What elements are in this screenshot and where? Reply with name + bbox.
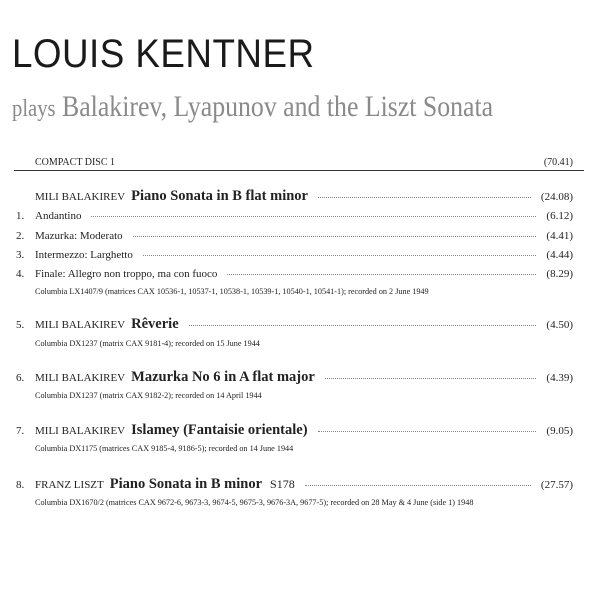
track-row — [16, 369, 573, 386]
composer: MILI BALAKIREV — [35, 191, 126, 203]
disc-label: COMPACT DISC 1 — [35, 157, 116, 168]
movement-title: Mazurka: Moderato — [35, 230, 123, 242]
disc-header — [35, 157, 573, 168]
duration: (9.05) — [546, 425, 573, 437]
track-row — [16, 188, 573, 205]
composer: MILI BALAKIREV — [35, 372, 126, 384]
track-number: 5. — [16, 319, 25, 331]
movement-row — [16, 249, 573, 261]
movement-row — [16, 230, 573, 242]
dot-leader — [133, 235, 537, 237]
track-number: 4. — [16, 268, 25, 280]
dot-leader — [227, 273, 536, 275]
recording-note: Columbia DX1237 (matrix CAX 9181-4); recorded on 15 June 1944 — [35, 339, 260, 348]
duration: (27.57) — [540, 479, 573, 491]
track-number: 7. — [16, 425, 25, 437]
track-row — [16, 316, 573, 333]
dot-leader — [189, 324, 537, 326]
work-title: Islamey (Fantaisie orientale) — [131, 422, 308, 438]
duration: (4.44) — [546, 249, 573, 261]
work-title: Rêverie — [131, 316, 179, 332]
recording-note: Columbia DX1237 (matrix CAX 9182-2); recorded on 14 April 1944 — [35, 391, 262, 400]
track-number: 6. — [16, 372, 25, 384]
track-number: 1. — [16, 210, 25, 222]
movement-row — [16, 210, 573, 222]
divider — [14, 170, 584, 171]
dot-leader — [91, 215, 536, 217]
track-row — [16, 476, 573, 493]
duration: (4.41) — [546, 230, 573, 242]
duration: (6.12) — [546, 210, 573, 222]
duration: (24.08) — [540, 191, 573, 203]
movement-row — [16, 268, 573, 280]
artist-title: LOUIS KENTNER — [12, 32, 315, 76]
dot-leader — [318, 196, 531, 198]
recording-note: Columbia DX1175 (matrices CAX 9185-4, 9186-5); recorded on 14 June 1944 — [35, 444, 294, 453]
movement-title: Andantino — [35, 210, 82, 222]
disc-total-duration: (70.41) — [543, 157, 573, 168]
movement-title: Intermezzo: Larghetto — [35, 249, 133, 261]
dot-leader — [325, 377, 537, 379]
catalogue-number: S178 — [270, 477, 295, 491]
movement-title: Finale: Allegro non troppo, ma con fuoco — [35, 268, 218, 280]
subtitle-rest: Balakirev, Lyapunov and the Liszt Sonata — [62, 90, 494, 123]
composer: FRANZ LISZT — [35, 479, 104, 491]
composer: MILI BALAKIREV — [35, 319, 126, 331]
recording-note: Columbia LX1407/9 (matrices CAX 10536-1, 10537-1, 10538-1, 10539-1, 10540-1, 10541-1); recorded on 2 June 1949 — [35, 287, 429, 296]
duration: (8.29) — [546, 268, 573, 280]
duration: (4.39) — [546, 372, 573, 384]
work-title: Mazurka No 6 in A flat major — [131, 369, 315, 385]
dot-leader — [143, 254, 537, 256]
duration: (4.50) — [546, 319, 573, 331]
recording-note: Columbia DX1670/2 (matrices CAX 9672-6, 9673-3, 9674-5, 9675-3, 9676-3A, 9677-5); recorded on 28 May & 4 June (side 1) 1948 — [35, 498, 474, 507]
work-title: Piano Sonata in B flat minor — [131, 188, 308, 204]
track-row — [16, 422, 573, 439]
track-number: 3. — [16, 249, 25, 261]
album-subtitle — [12, 90, 493, 124]
dot-leader — [318, 430, 537, 432]
dot-leader — [305, 484, 531, 486]
track-number: 8. — [16, 479, 25, 491]
work-title: Piano Sonata in B minor — [109, 476, 263, 492]
track-number: 2. — [16, 230, 25, 242]
subtitle-plays: plays — [12, 96, 56, 122]
composer: MILI BALAKIREV — [35, 425, 126, 437]
